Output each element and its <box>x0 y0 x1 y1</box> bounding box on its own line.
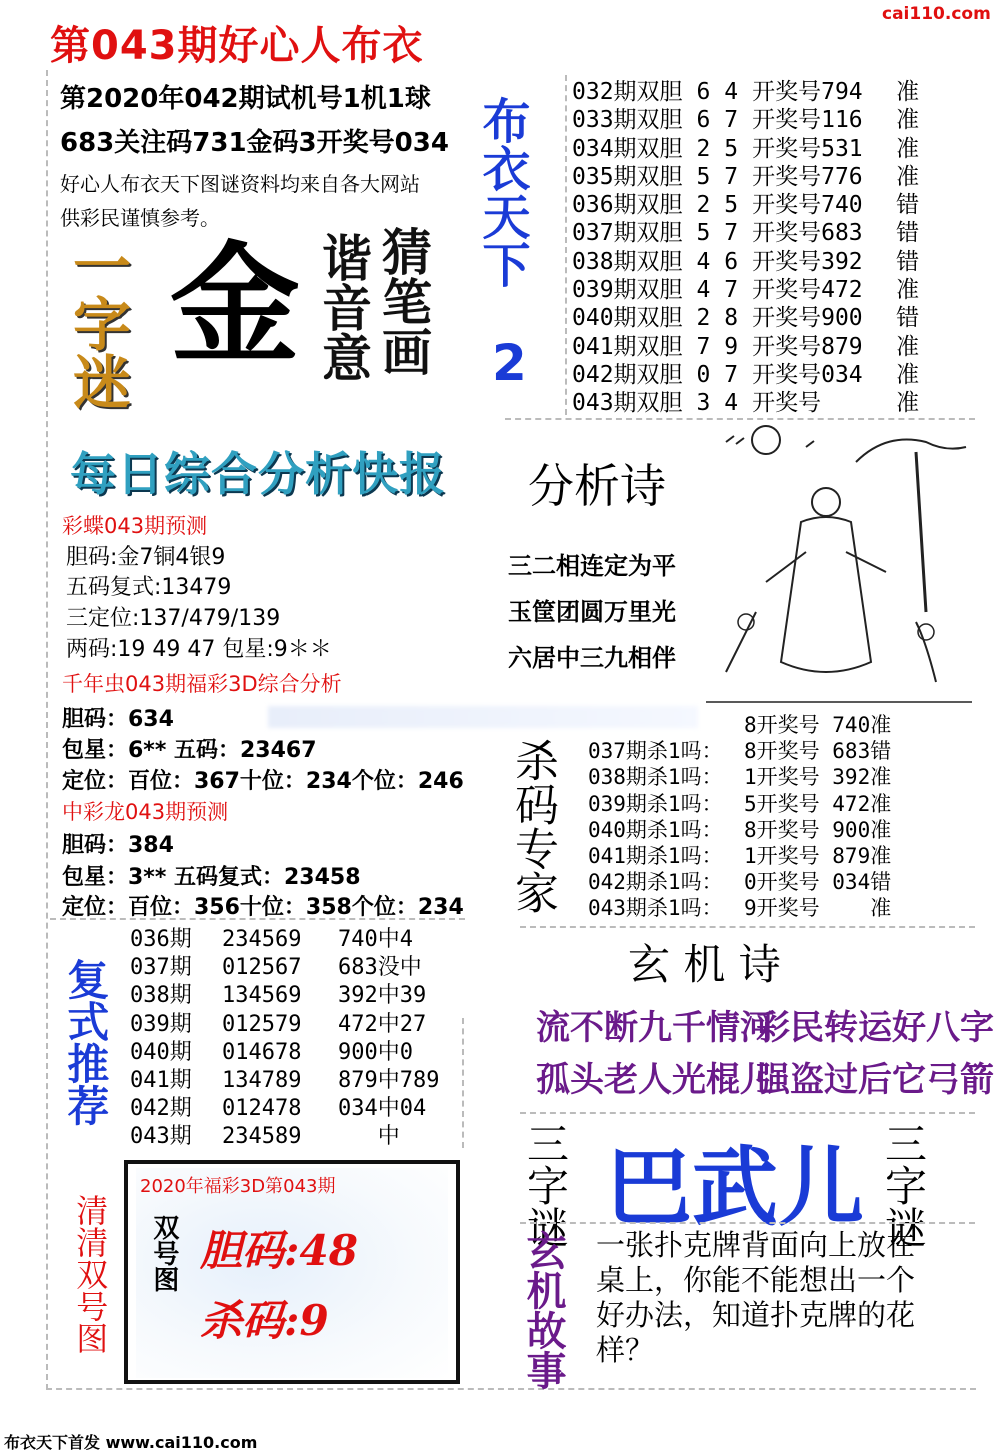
intro-line3: 好心人布衣天下图谜资料均来自各大网站 <box>60 172 420 196</box>
fushi-period: 039期 <box>130 1011 192 1037</box>
fushi-nums: 234589 <box>222 1124 302 1150</box>
qnc-line-1: 胆码：634 <box>62 707 174 732</box>
dd-mark: 准 <box>896 135 920 162</box>
dd-period: 036期双胆 <box>572 192 683 219</box>
dd-mark: 错 <box>896 220 920 247</box>
qingqing-sha: 杀码:9 <box>200 1296 329 1345</box>
killer-row <box>588 895 891 921</box>
caidie-line-1: 胆码:金7铜4银9 <box>66 545 226 570</box>
dd-result: 开奖号392 <box>752 248 863 275</box>
dd-period: 034期双胆 <box>572 135 683 162</box>
double-dan-row <box>572 78 919 106</box>
qingqing-label: 清清双号图 <box>71 1194 110 1354</box>
dd-period: 038期双胆 <box>572 248 683 275</box>
divider-fushi-right <box>462 1018 464 1148</box>
poem-line-2: 玉筐团圆万里光 <box>508 598 676 626</box>
dd-period: 035期双胆 <box>572 163 683 190</box>
killer-text: 5开奖号 472准 <box>744 791 892 816</box>
killer-text: 9开奖号 准 <box>744 896 892 921</box>
fushi-row <box>130 926 439 954</box>
dd-period: 042期双胆 <box>572 361 683 388</box>
fushi-row <box>130 982 439 1010</box>
footer: 布衣天下首发 www.cai110.com <box>4 1433 258 1452</box>
fushi-nums: 234569 <box>222 927 302 952</box>
fushi-result: 034中04 <box>338 1096 427 1122</box>
fushi-result: 900中0 <box>338 1039 413 1065</box>
dd-result: 开奖号034 <box>752 361 863 388</box>
fushi-result: 472中27 <box>338 1011 427 1037</box>
riddle3-right-label: 三字谜 <box>879 1122 928 1248</box>
fushi-row <box>130 1011 439 1039</box>
dd-result: 开奖号116 <box>752 107 863 134</box>
double-dan-table <box>572 78 919 418</box>
double-dan-row <box>572 219 919 247</box>
dd-digits: 5 7 <box>696 220 739 247</box>
fushi-period: 041期 <box>130 1068 192 1094</box>
riddle3-main: 巴武儿 <box>606 1137 864 1238</box>
dd-mark: 准 <box>896 163 920 190</box>
caidie-title: 彩蝶043期预测 <box>62 514 208 538</box>
dd-mark: 错 <box>896 192 920 219</box>
story-text: 一张扑克牌背面向上放在桌上，你能不能想出一个好办法，知道扑克牌的花样？ <box>596 1228 916 1367</box>
dd-digits: 2 8 <box>696 305 739 332</box>
fushi-row <box>130 1095 439 1123</box>
divider-riddle3 <box>520 1222 975 1224</box>
divider-killer <box>520 926 975 928</box>
dd-mark: 准 <box>896 277 920 304</box>
dd-result: 开奖号740 <box>752 192 863 219</box>
dd-period: 037期双胆 <box>572 220 683 247</box>
fushi-table <box>130 926 439 1152</box>
dd-result: 开奖号472 <box>752 277 863 304</box>
fushi-period: 038期 <box>130 983 192 1009</box>
dd-period: 033期双胆 <box>572 107 683 134</box>
killer-period: 043期杀1吗： <box>588 896 723 921</box>
dd-digits: 0 7 <box>696 361 739 388</box>
poem-line-3: 六居中三九相伴 <box>508 644 676 672</box>
divider-dd-bottom <box>505 418 975 420</box>
xuanji-line2b: 强盗过后它弓箭 <box>756 1060 994 1100</box>
dd-mark: 准 <box>896 107 920 134</box>
double-dan-row <box>572 361 919 389</box>
fushi-result: 中 <box>338 1124 400 1150</box>
killer-text: 1开奖号 392准 <box>744 765 892 790</box>
qingqing-side: 双号图 <box>148 1214 179 1292</box>
fushi-nums: 014678 <box>222 1039 302 1065</box>
zcl-line-2: 包星：3** 五码复式：23458 <box>62 865 361 890</box>
qnc-line-3: 定位：百位：367十位：234个位：246 <box>62 769 464 794</box>
dd-period: 040期双胆 <box>572 305 683 332</box>
double-dan-row <box>572 135 919 163</box>
double-dan-row <box>572 248 919 276</box>
fushi-row <box>130 954 439 982</box>
qnc-title: 千年虫043期福彩3D综合分析 <box>62 672 342 696</box>
dd-digits: 4 6 <box>696 248 739 275</box>
killer-text: 8开奖号 683错 <box>744 739 892 764</box>
caidie-line-3: 三定位:137/479/139 <box>66 606 281 631</box>
riddle-hint-col1: 猜笔画 <box>374 226 432 376</box>
story-label: 玄机故事 <box>520 1230 566 1390</box>
dd-result: 开奖号683 <box>752 220 863 247</box>
dd-digits: 6 4 <box>696 79 739 105</box>
dd-period: 043期双胆 <box>572 390 683 417</box>
dd-period: 032期双胆 <box>572 79 683 105</box>
divider-xuanji <box>520 1112 975 1114</box>
killer-row <box>588 764 891 790</box>
dd-digits: 2 5 <box>696 192 739 219</box>
killer-period: 038期杀1吗： <box>588 765 723 790</box>
killer-period: 040期杀1吗： <box>588 817 723 842</box>
divider-fushi <box>50 918 465 920</box>
page-title: 第043期好心人布衣 <box>50 23 424 69</box>
riddle-main-char: 金 <box>170 228 301 381</box>
killer-row <box>588 869 891 895</box>
dd-result: 开奖号776 <box>752 163 863 190</box>
killer-table <box>588 712 891 922</box>
qingqing-dan: 胆码:48 <box>200 1226 358 1275</box>
dd-digits: 6 7 <box>696 107 739 134</box>
fushi-label: 复式推荐 <box>61 958 111 1126</box>
dd-result: 开奖号794 <box>752 79 863 105</box>
fushi-period: 040期 <box>130 1039 192 1065</box>
double-dan-row <box>572 191 919 219</box>
vertical-brand-number: 2 <box>492 334 527 392</box>
intro-line4: 供彩民谨慎参考。 <box>60 206 220 230</box>
zcl-line-1: 胆码：384 <box>62 833 174 858</box>
dd-period: 041期双胆 <box>572 333 683 360</box>
killer-row <box>588 712 891 738</box>
riddle-label: 一字迷 <box>63 236 131 410</box>
fushi-result: 879中789 <box>338 1068 440 1094</box>
dd-digits: 3 4 <box>696 390 739 417</box>
fushi-result: 740中4 <box>338 927 413 952</box>
dd-digits: 5 7 <box>696 163 739 190</box>
fushi-row <box>130 1039 439 1067</box>
fushi-period: 036期 <box>130 927 192 952</box>
dd-result: 开奖号 <box>752 390 822 417</box>
fushi-nums: 012478 <box>222 1096 302 1122</box>
killer-label: 杀码专家 <box>507 738 558 914</box>
dd-digits: 7 9 <box>696 333 739 360</box>
double-dan-row <box>572 106 919 134</box>
intro-line1: 第2020年042期试机号1机1球 <box>60 84 431 114</box>
divider-dd <box>565 75 567 415</box>
killer-period: 037期杀1吗： <box>588 739 723 764</box>
xuanji-line1a: 流不断九千情河 <box>536 1008 774 1048</box>
fushi-row <box>130 1067 439 1095</box>
double-dan-row <box>572 333 919 361</box>
killer-row <box>588 817 891 843</box>
dd-period: 039期双胆 <box>572 277 683 304</box>
caidie-line-2: 五码复式:13479 <box>66 575 232 600</box>
xuanji-line1b: 彩民转运好八字 <box>756 1008 994 1048</box>
killer-row <box>588 843 891 869</box>
killer-text: 8开奖号 900准 <box>744 817 892 842</box>
dd-result: 开奖号879 <box>752 333 863 360</box>
killer-text: 0开奖号 034错 <box>744 870 892 895</box>
killer-row <box>588 738 891 764</box>
xuanji-title: 玄 机 诗 <box>628 940 781 989</box>
qingqing-header: 2020年福彩3D第043期 <box>140 1176 336 1197</box>
fushi-period: 042期 <box>130 1096 192 1122</box>
killer-text: 8开奖号 740准 <box>744 713 892 737</box>
double-dan-row <box>572 304 919 332</box>
killer-period: 039期杀1吗： <box>588 791 723 816</box>
poem-line-1: 三二相连定为平 <box>508 552 676 580</box>
dd-result: 开奖号531 <box>752 135 863 162</box>
double-dan-row <box>572 389 919 417</box>
riddle-hint-col2: 谐音意 <box>314 232 372 382</box>
vertical-brand: 布衣天下 <box>474 96 530 288</box>
fushi-period: 037期 <box>130 955 192 981</box>
dd-mark: 准 <box>896 79 920 105</box>
fushi-result: 683没中 <box>338 955 422 981</box>
fushi-row <box>130 1123 439 1151</box>
frame-bottom <box>46 1388 976 1390</box>
zcl-title: 中彩龙043期预测 <box>62 800 229 824</box>
dd-mark: 准 <box>896 333 920 360</box>
killer-period: 041期杀1吗： <box>588 844 723 869</box>
fushi-nums: 134789 <box>222 1068 302 1094</box>
scholar-illustration <box>706 422 972 712</box>
frame-left <box>46 70 48 1390</box>
riddle3-left-label: 三字谜 <box>521 1122 570 1248</box>
xuanji-line2a: 孤头老人光棍儿 <box>536 1060 774 1100</box>
dd-mark: 错 <box>896 305 920 332</box>
dd-mark: 准 <box>896 361 920 388</box>
dd-digits: 2 5 <box>696 135 739 162</box>
site-logo[interactable]: cai110.com <box>882 4 991 24</box>
killer-text: 1开奖号 879准 <box>744 844 892 869</box>
poem-title: 分析诗 <box>528 459 666 513</box>
double-dan-row <box>572 276 919 304</box>
fushi-period: 043期 <box>130 1124 192 1150</box>
double-dan-row <box>572 163 919 191</box>
dd-mark: 错 <box>896 248 920 275</box>
fushi-result: 392中39 <box>338 983 427 1009</box>
zcl-line-3: 定位：百位：356十位：358个位：234 <box>62 895 464 920</box>
fushi-nums: 012567 <box>222 955 302 981</box>
fushi-nums: 134569 <box>222 983 302 1009</box>
fushi-nums: 012579 <box>222 1011 302 1037</box>
killer-period: 042期杀1吗： <box>588 870 723 895</box>
qnc-line-2: 包星：6** 五码：23467 <box>62 738 317 763</box>
dd-mark: 准 <box>896 390 920 417</box>
dd-digits: 4 7 <box>696 277 739 304</box>
killer-row <box>588 791 891 817</box>
daily-report-banner: 每日综合分析快报 <box>70 447 446 501</box>
dd-result: 开奖号900 <box>752 305 863 332</box>
intro-line2: 683关注码731金码3开奖号034 <box>60 128 449 158</box>
caidie-line-4: 两码:19 49 47 包星:9＊＊ <box>66 637 332 662</box>
